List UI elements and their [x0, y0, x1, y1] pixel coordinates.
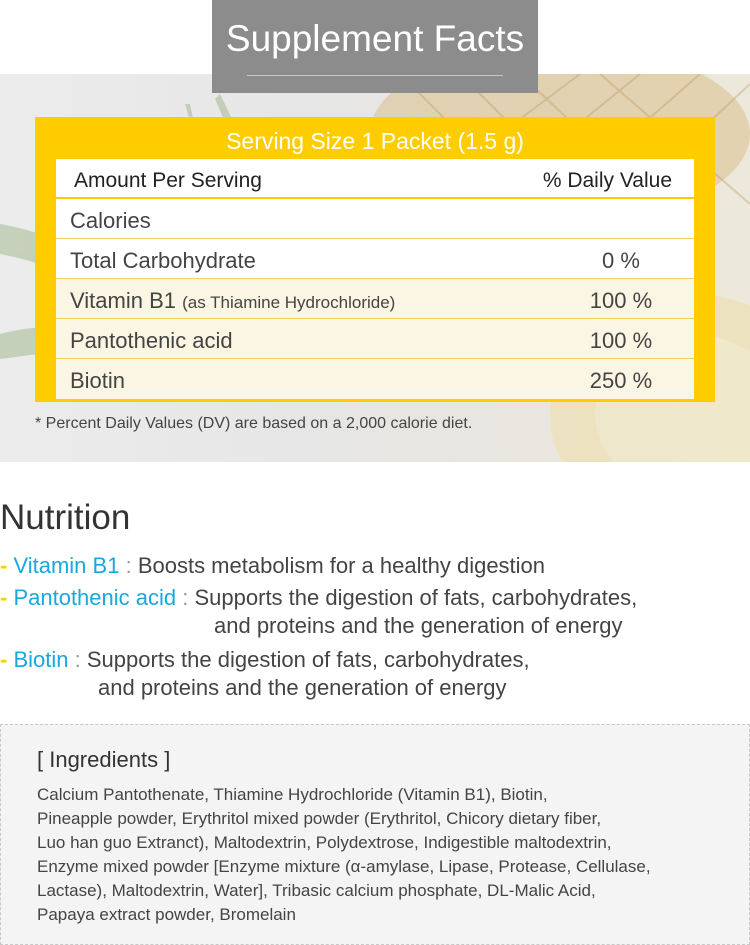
nutrient-benefit: Supports the digestion of fats, carbohydrates, — [194, 585, 638, 610]
ingredients-line: Papaya extract powder, Bromelain — [37, 905, 296, 924]
facts-header-row — [56, 159, 694, 199]
ingredients-line: Pineapple powder, Erythritol mixed powder (Erythritol, Chicory dietary fiber, — [37, 809, 602, 828]
facts-row-total-carbohydrate — [56, 239, 694, 279]
nutrient-highlight: Vitamin B1 — [13, 553, 120, 578]
dash-marker: - — [0, 647, 8, 672]
nutrition-item-vitamin-b1 — [0, 550, 545, 581]
daily-value-footnote: * Percent Daily Values (DV) are based on a 2,000 calorie diet. — [35, 415, 473, 432]
ingredients-line: Lactase), Maltodextrin, Water], Tribasic calcium phosphate, DL-Malic Acid, — [37, 881, 596, 900]
nutrient-dv: 250 % — [589, 368, 653, 393]
nutrient-dv: 100 % — [589, 288, 653, 313]
daily-value-label: % Daily Value — [542, 169, 672, 192]
colon: : — [74, 647, 81, 672]
nutrient-dv: 100 % — [589, 328, 653, 353]
ingredients-list — [37, 783, 717, 927]
nutrient-dv: 0 % — [602, 248, 640, 273]
ingredients-line: Luo han guo Extranct), Maltodextrin, Polydextrose, Indigestible maltodextrin, — [37, 833, 612, 852]
nutrition-item-biotin — [0, 644, 530, 675]
nutrient-name: Vitamin B1 — [70, 288, 176, 313]
dash-marker: - — [0, 553, 8, 578]
facts-row-biotin — [56, 359, 694, 399]
facts-row-pantothenic-acid — [56, 319, 694, 359]
facts-row-vitamin-b1 — [56, 279, 694, 319]
dash-marker: - — [0, 585, 8, 610]
nutrient-highlight: Biotin — [13, 647, 69, 672]
nutrient-benefit: Boosts metabolism for a healthy digestion — [137, 553, 546, 578]
nutrient-note: (as Thiamine Hydrochloride) — [182, 293, 396, 312]
supplement-facts-panel — [35, 117, 715, 402]
nutrient-name: Pantothenic acid — [70, 328, 233, 353]
facts-row-calories — [56, 199, 694, 239]
page-title: Supplement Facts — [225, 18, 525, 59]
nutrient-benefit-continued: and proteins and the generation of energy — [98, 675, 507, 700]
supplement-facts-header — [212, 0, 538, 93]
nutrient-name-wrap — [70, 288, 395, 314]
nutrient-name: Biotin — [70, 368, 126, 393]
nutrient-benefit: Supports the digestion of fats, carbohydrates, — [86, 647, 530, 672]
colon: : — [125, 553, 132, 578]
nutrition-heading: Nutrition — [0, 498, 131, 537]
ingredients-box — [0, 724, 750, 945]
ingredients-line: Enzyme mixed powder [Enzyme mixture (α-amylase, Lipase, Protease, Cellulase, — [37, 857, 651, 876]
amount-per-serving-label: Amount Per Serving — [74, 169, 262, 192]
nutrient-name: Calories — [70, 208, 151, 233]
nutrient-benefit-continued: and proteins and the generation of energy — [214, 613, 623, 638]
nutrient-highlight: Pantothenic acid — [13, 585, 177, 610]
nutrition-item-pantothenic-acid — [0, 582, 637, 613]
ingredients-line: Calcium Pantothenate, Thiamine Hydrochloride (Vitamin B1), Biotin, — [37, 785, 548, 804]
title-underline — [247, 75, 503, 76]
colon: : — [182, 585, 189, 610]
nutrient-name: Total Carbohydrate — [70, 248, 256, 273]
serving-size: Serving Size 1 Packet (1.5 g) — [56, 124, 694, 159]
ingredients-heading: [ Ingredients ] — [37, 747, 171, 772]
facts-table — [56, 124, 694, 395]
